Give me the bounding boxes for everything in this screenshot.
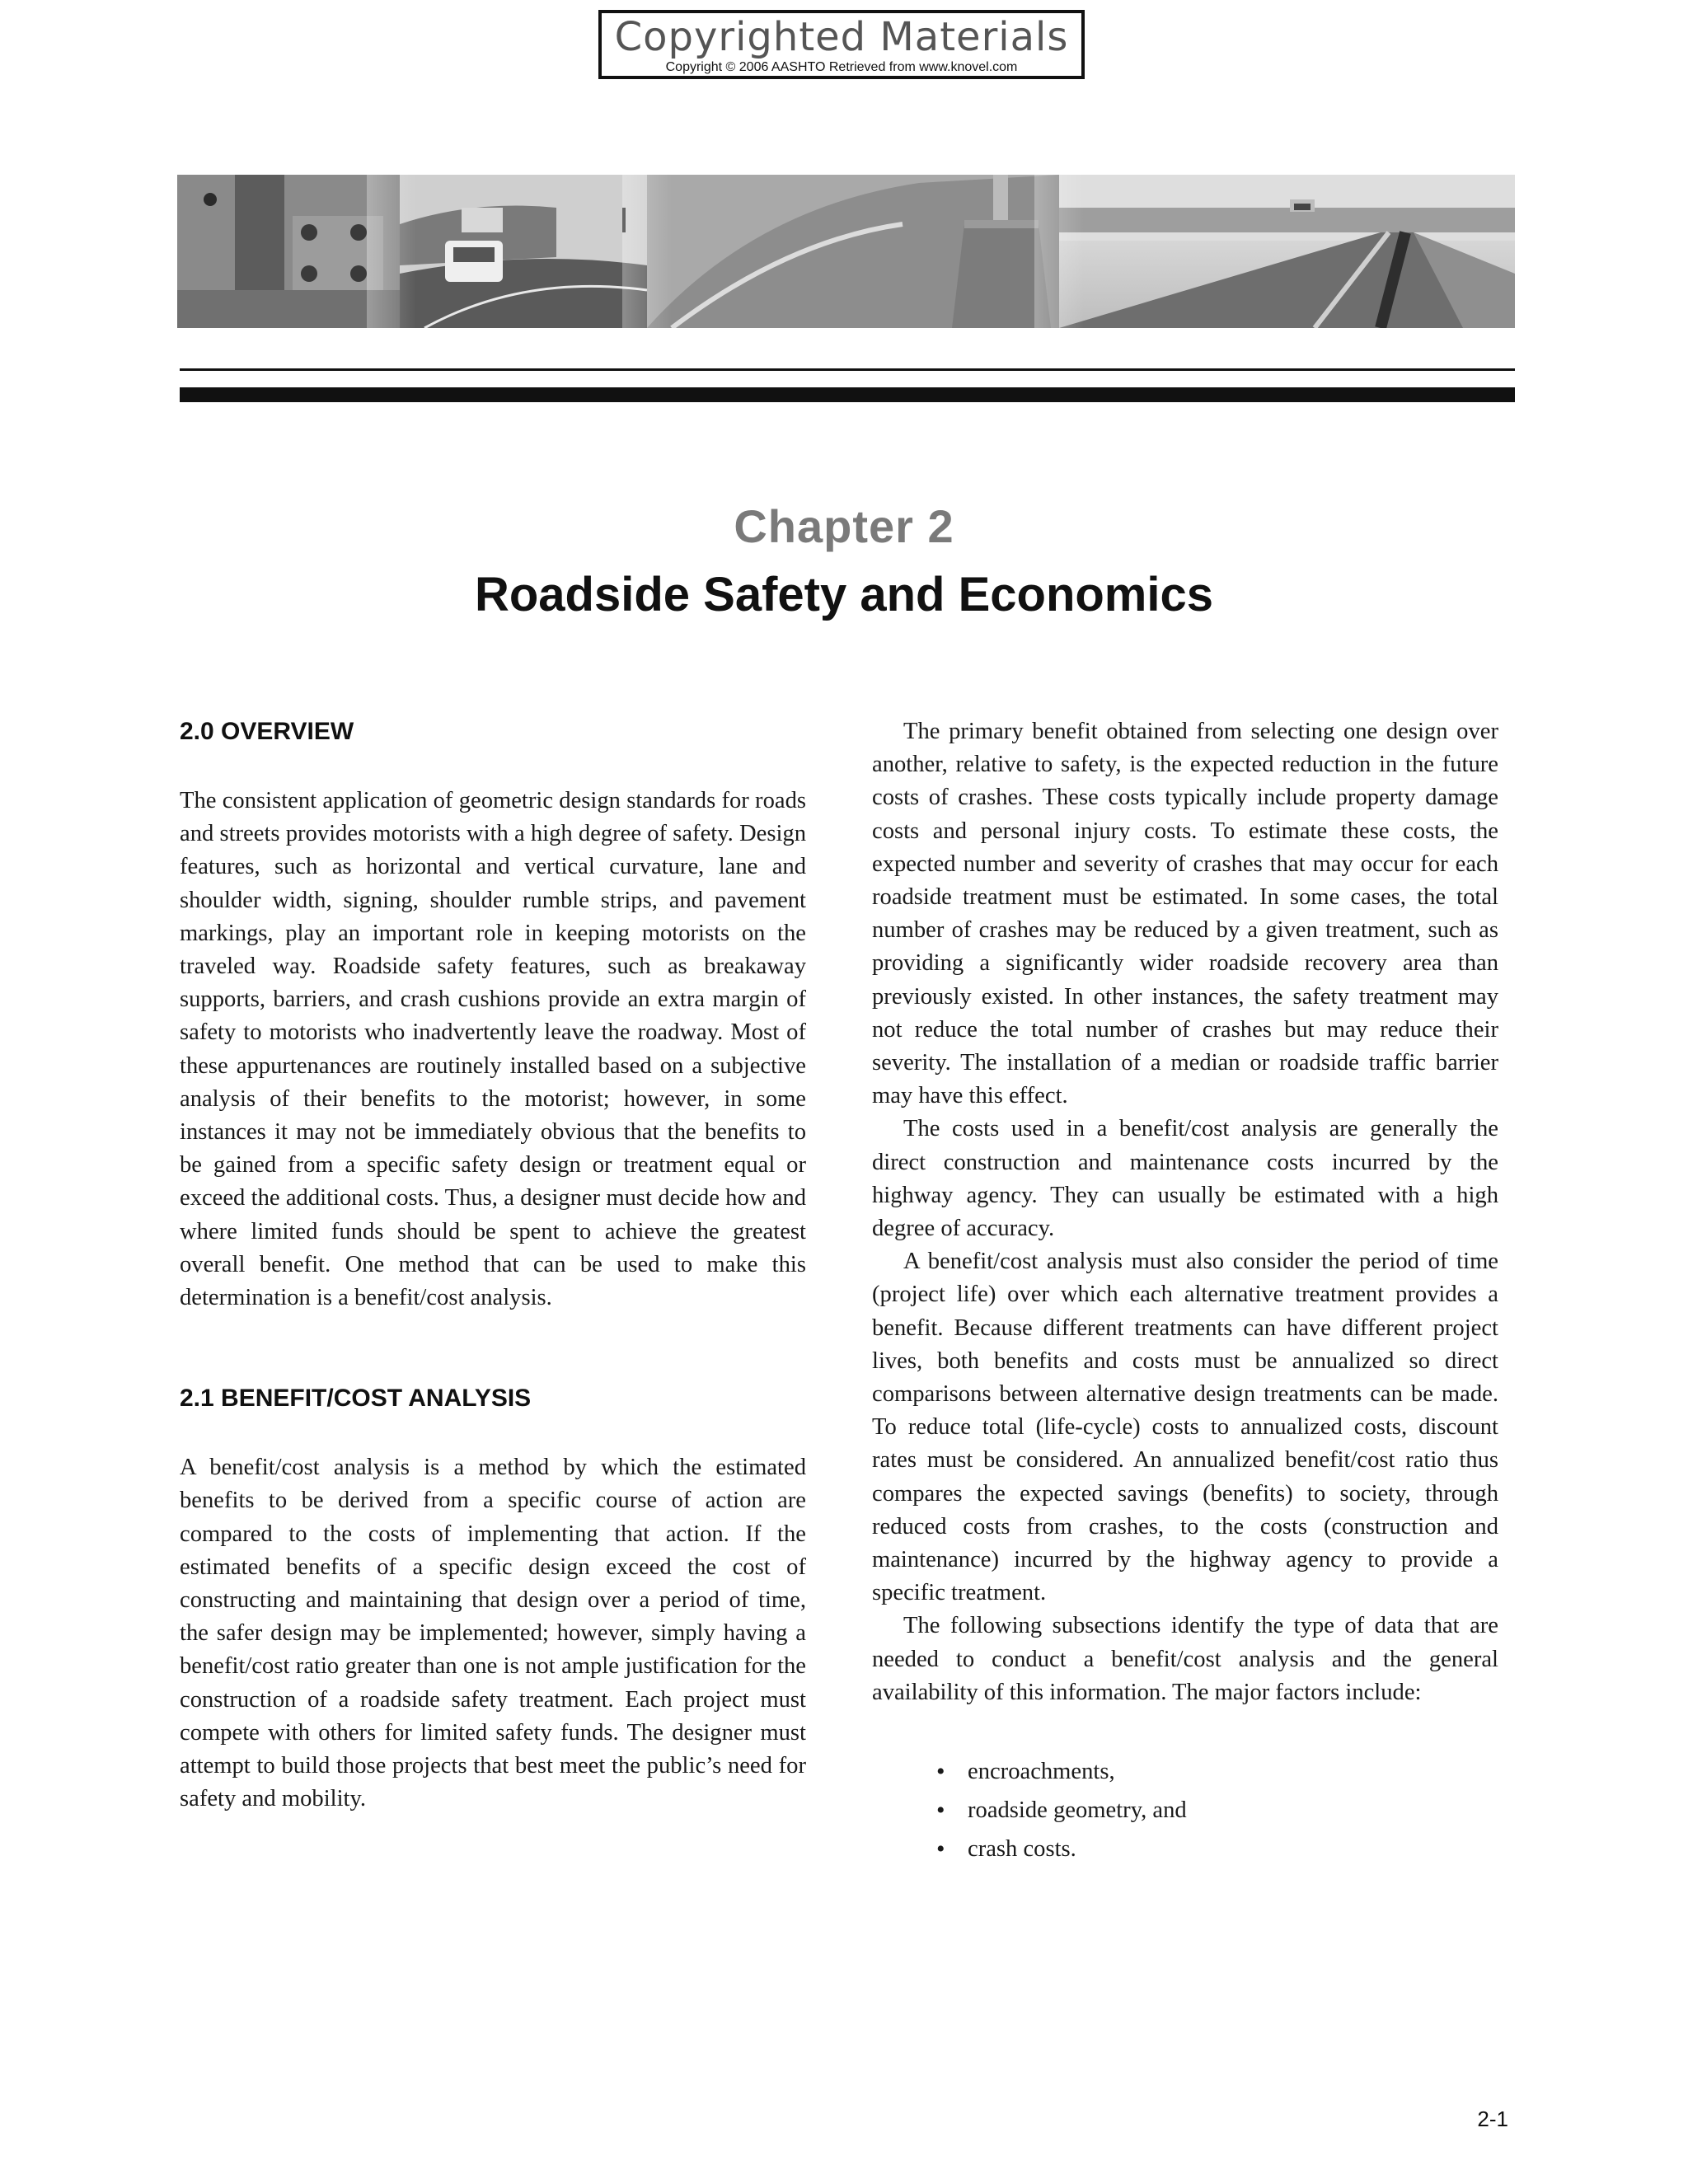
- page-number: 2-1: [1477, 2107, 1508, 2131]
- major-factors-list: [872, 1752, 1498, 1868]
- stamp-subtitle: Copyright © 2006 AASHTO Retrieved from www.knovel.com: [665, 60, 1018, 74]
- subsections-paragraph: The following subsections identify the type of data that are needed to conduct a benefit/cost analysis and the general availability of this information. The major factors include:: [872, 1613, 1498, 1705]
- bullet-icon: •: [936, 1758, 945, 1786]
- overview-paragraph: The consistent application of geometric design standards for roads and streets provides motorists with a high degree of safety. Design features, such as horizontal and vertical curvature, lane and shoulder width, signing, shoulder rumble strips, and pavement markings, play an important role in keeping motorists on the traveled way. Roadside safety features, such as breakaway supports, barriers, and crash cushions provide an extra margin of safety to motorists who inadvertently leave the roadway. Most of these appurtenances are routinely installed based on a subjective analysis of their benefits to the motorist; however, in some instances it may not be immediately obvious that the benefits to be gained from a specific safety design or treatment equal or exceed the additional costs. Thus, a designer must decide how and where limited funds should be spent to achieve the greatest overall benefit. One method that can be used to make this determination is a benefit/cost analysis.: [180, 788, 806, 1311]
- chapter-title: Roadside Safety and Economics: [474, 568, 1214, 621]
- header-rule-thick: [180, 387, 1515, 402]
- chapter-banner-photos: [177, 175, 1515, 328]
- right-column: [872, 715, 1498, 1868]
- list-item: [936, 1752, 1498, 1791]
- section-heading-overview: 2.0 OVERVIEW: [180, 718, 354, 745]
- benefit-cost-paragraph: A benefit/cost analysis is a method by which the estimated benefits to be derived from a specific course of action are compared to the costs of implementing that action. If the estimated benefits of a specific design exceed the cost of constructing and maintaining that design over a period of time, the safer design may be implemented; however, simply having a benefit/cost ratio greater than one is not ample justification for the construction of a roadside safety treatment. Each project must compete with others for limited safety funds. The designer must attempt to build those projects that best meet the public’s need for safety and mobility.: [180, 1455, 806, 1812]
- header-rule-thin: [180, 368, 1515, 371]
- list-item-text: roadside geometry, and: [968, 1797, 1187, 1824]
- chapter-number: Chapter 2: [734, 500, 954, 552]
- guardrail-bolts-photo: [177, 175, 400, 328]
- list-item: [936, 1791, 1498, 1830]
- project-life-paragraph: A benefit/cost analysis must also consider the period of time (project life) over which each alternative treatment provides a benefit. Because different treatments can have different project lives, both benefits and costs must be annualized so direct comparisons between alternative design treatments can be made. To reduce total (life-cycle) costs to annualized costs, discount rates must be considered. An annualized benefit/cost ratio thus compares the expected savings (benefits) to society, through reduced costs from crashes, to the costs (construction and maintenance) incurred by the highway agency to provide a specific treatment.: [872, 1249, 1498, 1606]
- copyright-stamp: [598, 10, 1085, 79]
- bullet-icon: •: [936, 1835, 945, 1863]
- hillside-barrier-photo: [647, 175, 1059, 328]
- left-column: [180, 715, 806, 1816]
- costs-paragraph: The costs used in a benefit/cost analysis are generally the direct construction and maintenance costs incurred by the highway agency. They can usually be estimated with a high degree of accuracy.: [872, 1116, 1498, 1242]
- list-item-text: encroachments,: [968, 1759, 1115, 1785]
- primary-benefit-paragraph: The primary benefit obtained from selecting one design over another, relative to safety, is the expected reduction in the future costs of crashes. These costs typically include property damage costs and personal injury costs. To estimate these costs, the expected number and severity of crashes that may occur for each roadside treatment must be estimated. In some cases, the total number of crashes may be reduced by a given treatment, such as providing a significantly wider roadside recovery area than previously existed. In other instances, the safety treatment may not reduce the total number of crashes but may reduce their severity. The installation of a median or roadside traffic barrier may have this effect.: [872, 719, 1498, 1109]
- stamp-title: Copyrighted Materials: [614, 14, 1069, 60]
- section-heading-benefit-cost: 2.1 BENEFIT/COST ANALYSIS: [180, 1385, 532, 1413]
- bullet-icon: •: [936, 1797, 945, 1825]
- list-item: [936, 1830, 1498, 1868]
- list-item-text: crash costs.: [968, 1836, 1076, 1863]
- curved-road-photo: [400, 175, 647, 328]
